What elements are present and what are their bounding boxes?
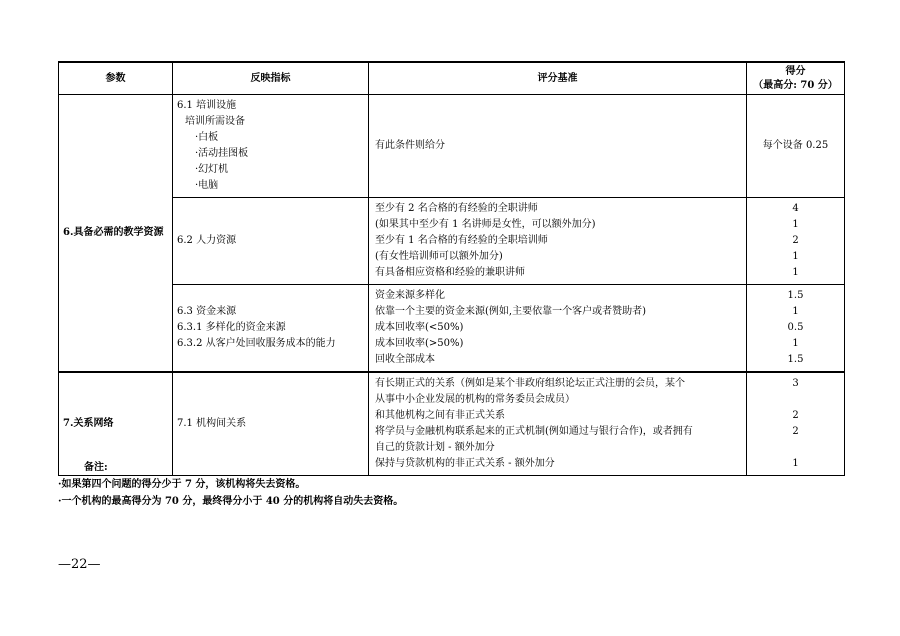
indicator-line: ·活动挂图板 <box>195 148 249 159</box>
criteria-line: 保持与贷款机构的非正式关系 - 额外加分 <box>375 458 555 469</box>
notes-title: 备注: <box>84 462 108 473</box>
page-number: —22— <box>58 557 101 572</box>
score-line <box>751 392 840 408</box>
criteria-line: 成本回收率(<50%) <box>375 322 464 333</box>
score-line: 1 <box>792 458 799 469</box>
score-line: 1 <box>792 219 799 230</box>
header-indicator: 反映指标 <box>173 62 369 95</box>
score-line: 1 <box>792 251 799 262</box>
criteria-line: 和其他机构之间有非正式关系 <box>375 410 505 421</box>
scoring-table <box>58 61 845 476</box>
score-cell <box>747 198 845 285</box>
indicator-cell <box>173 198 369 285</box>
criteria-cell <box>369 95 747 198</box>
note-line: ·一个机构的最高得分为 70 分，最终得分小于 40 分的机构将自动失去资格。 <box>58 496 404 507</box>
criteria-line: 自己的贷款计划 - 额外加分 <box>375 442 495 453</box>
criteria-cell <box>369 198 747 285</box>
score-line: 4 <box>792 203 799 214</box>
criteria-line: 至少有 2 名合格的有经验的全职讲师 <box>375 203 538 214</box>
table-row <box>59 198 845 285</box>
criteria-line: (如果其中至少有 1 名讲师是女性，可以额外加分) <box>375 219 596 230</box>
criteria-line: 依靠一个主要的资金来源(例如,主要依靠一个客户或者赞助者) <box>375 306 646 317</box>
header-score <box>747 62 845 95</box>
indicator-line: 6.3 资金来源 <box>177 306 237 317</box>
notes-section <box>58 459 403 510</box>
score-line <box>751 440 840 456</box>
criteria-line: 成本回收率(>50%) <box>375 338 464 349</box>
score-line: 2 <box>792 410 799 421</box>
indicator-line: 6.3.2 从客户处回收服务成本的能力 <box>177 338 336 349</box>
header-param: 参数 <box>59 62 173 95</box>
table-header-row <box>59 62 845 95</box>
score-line: 1 <box>792 338 799 349</box>
score-line: 2 <box>792 235 799 246</box>
criteria-cell <box>369 285 747 373</box>
indicator-line: 培训所需设备 <box>185 116 245 127</box>
score-cell <box>747 372 845 476</box>
score-cell <box>747 95 845 198</box>
criteria-line: 将学员与金融机构联系起来的正式机制(例如通过与银行合作)，或者拥有 <box>375 426 693 437</box>
score-line: 1.5 <box>787 354 804 365</box>
score-line: 每个设备 0.25 <box>762 140 829 151</box>
criteria-line: 回收全部成本 <box>375 354 435 365</box>
header-score-line1: 得分 <box>785 65 806 77</box>
indicator-line: 6.3.1 多样化的资金来源 <box>177 322 286 333</box>
criteria-line: 资金来源多样化 <box>375 290 445 301</box>
score-cell <box>747 285 845 373</box>
criteria-line: (有女性培训师可以额外加分) <box>375 251 503 262</box>
indicator-cell <box>173 95 369 198</box>
header-score-line2: （最高分: 70 分） <box>753 79 838 91</box>
indicator-line: 6.2 人力资源 <box>177 235 237 246</box>
indicator-cell <box>173 285 369 373</box>
score-line: 0.5 <box>787 322 804 333</box>
criteria-line: 有长期正式的关系（例如是某个非政府组织论坛正式注册的会员，某个 <box>375 378 685 389</box>
score-line: 1 <box>792 306 799 317</box>
param-cell: 7.关系网络 <box>59 372 173 476</box>
indicator-line: ·白板 <box>195 132 219 143</box>
criteria-line: 从事中小企业发展的机构的常务委员会成员） <box>375 394 575 405</box>
score-line: 3 <box>792 378 799 389</box>
score-line: 1.5 <box>787 290 804 301</box>
criteria-line: 至少有 1 名合格的有经验的全职培训师 <box>375 235 548 246</box>
header-criteria: 评分基准 <box>369 62 747 95</box>
score-line: 1 <box>792 267 799 278</box>
param-cell: 6.具备必需的教学资源 <box>59 95 173 373</box>
score-line: 2 <box>792 426 799 437</box>
note-line: ·如果第四个问题的得分少于 7 分，该机构将失去资格。 <box>58 479 306 490</box>
indicator-line: 6.1 培训设施 <box>177 100 237 111</box>
indicator-line: ·电脑 <box>195 180 219 191</box>
criteria-line: 有具备相应资格和经验的兼职讲师 <box>375 267 525 278</box>
indicator-line: 7.1 机构间关系 <box>177 418 247 429</box>
criteria-cell <box>369 372 747 476</box>
indicator-line: ·幻灯机 <box>195 164 229 175</box>
table-row <box>59 95 845 198</box>
criteria-line: 有此条件则给分 <box>375 140 445 151</box>
table-row <box>59 285 845 373</box>
